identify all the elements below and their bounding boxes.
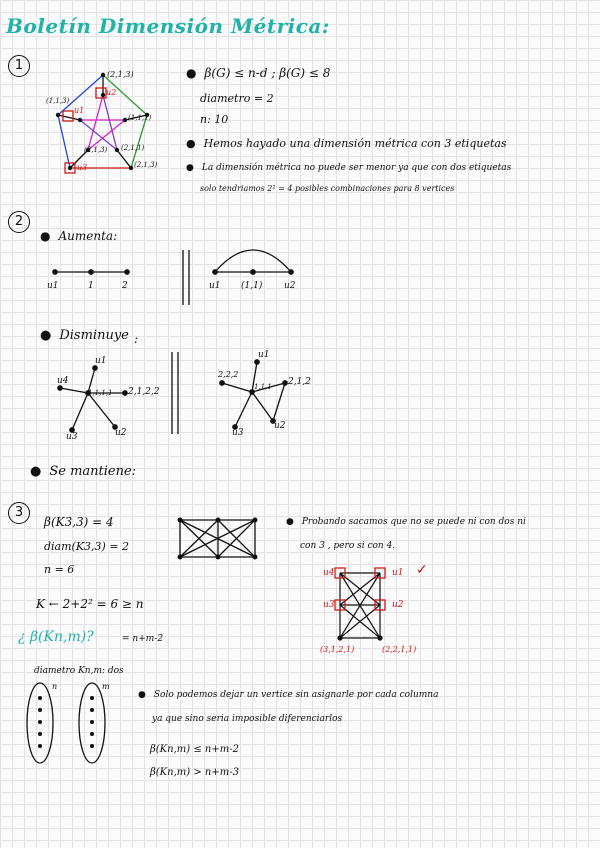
star2-right: 2,1,2 xyxy=(288,377,311,387)
ellipse-label-m: m xyxy=(102,682,110,691)
star2-u3: u3 xyxy=(232,428,244,438)
label-u2: u2 xyxy=(106,88,117,97)
s3-n: n = 6 xyxy=(44,563,75,576)
star2-u1: u1 xyxy=(258,350,270,360)
s3-formula-1: β(Kn,m) ≤ n+m-2 xyxy=(150,744,239,755)
s3-formula-2: β(Kn,m) > n+m-3 xyxy=(150,767,239,778)
edge-star-1 xyxy=(88,95,103,150)
page-title: Boletín Dimensión Métrica: xyxy=(6,14,330,38)
s3-k: K ← 2+2² = 6 ≥ n xyxy=(36,597,144,611)
vertex-inner-top xyxy=(101,93,105,97)
k-label-u2: u2 xyxy=(392,600,404,610)
star1-u3: u3 xyxy=(66,432,78,442)
path2-label-11: (1,1) xyxy=(241,281,263,291)
s3-solo-2: ya que sino seria imposible diferenciarlos xyxy=(152,714,343,724)
s1-bullet-menor: ● La dimensión métrica no puede ser menor ya que con dos etiquetas xyxy=(186,163,511,173)
s1-bullet-hayado: ● Hemos hayado una dimensión métrica con 3 etiquetas xyxy=(186,137,507,150)
s3-solo: ● Solo podemos dejar un vertice sin asignarle por cada columna xyxy=(138,690,438,700)
s1-bullet-beta: ● β(G) ≤ n-d ; β(G) ≤ 8 xyxy=(186,66,330,80)
vertex-bl xyxy=(68,166,72,170)
star1-u1: u1 xyxy=(95,356,107,366)
s3-diametro-knm: diametro Kn,m: dos xyxy=(34,666,124,676)
star2-tl: 2,2,2 xyxy=(218,370,239,379)
label-u3: u3 xyxy=(77,163,88,172)
s1-diametro: diametro = 2 xyxy=(200,92,274,105)
label-top-vertex: (2,1,3) xyxy=(107,70,134,79)
s3-probando-2: con 3 , pero si con 4. xyxy=(300,541,396,551)
s1-combinaciones: solo tendriamos 2² = 4 posibles combinaciones para 8 vertices xyxy=(200,184,455,193)
edge-outer-l xyxy=(58,115,70,168)
path-label-2: 2 xyxy=(122,281,128,291)
path-label-1: 1 xyxy=(88,281,94,291)
vertex-inner-br xyxy=(115,148,119,152)
path-label-u1: u1 xyxy=(47,281,59,291)
check-icon: ✓ xyxy=(416,562,428,578)
s1-n: n: 10 xyxy=(200,113,229,126)
s2-aumenta: ● Aumenta: xyxy=(40,229,117,243)
label-br-vertex: (2,1,3) xyxy=(134,161,158,169)
k-label-u4: u4 xyxy=(323,568,335,578)
k-label-br: (2,2,1,1) xyxy=(382,645,417,654)
k-label-bl: (3,1,2,1) xyxy=(320,645,355,654)
s3-question: ¿ β(Kn,m)? xyxy=(18,629,94,645)
star1-u4: u4 xyxy=(57,376,69,386)
vertex-left xyxy=(56,113,60,117)
star1-center: 1,1,1,1 xyxy=(88,389,113,397)
s3-question-answer: = n+m-2 xyxy=(122,634,164,644)
label-inner-l: (2,1,3) xyxy=(84,146,108,154)
star1-right: 2,1,2,2 xyxy=(128,387,160,397)
star2-center: 1,1,1 xyxy=(254,383,272,391)
s3-probando: ● Probando sacamos que no se puede ni con dos ni xyxy=(286,517,526,527)
k-label-u1: u1 xyxy=(392,568,404,578)
vertex-inner-left xyxy=(78,118,82,122)
star1-u2: u2 xyxy=(115,428,127,438)
s2-mantiene: ● Se mantiene: xyxy=(30,464,136,479)
edge-spoke-left xyxy=(58,115,80,120)
vertex-inner-right xyxy=(123,118,127,122)
star2-u2: u2 xyxy=(274,421,286,431)
s3-beta: β(K3,3) = 4 xyxy=(44,515,114,529)
k-label-u3: u3 xyxy=(323,600,335,610)
s2-disminuye: ● Disminuye xyxy=(40,328,129,343)
label-right-vertex: (1,1,1) xyxy=(128,114,152,122)
vertex-top xyxy=(101,73,105,77)
edge-spoke-br xyxy=(117,150,131,168)
label-left-vertex: (1,1,3) xyxy=(46,97,70,105)
label-u1: u1 xyxy=(74,106,85,115)
s2-disminuye-colon: : xyxy=(134,332,139,346)
edge-star-2 xyxy=(103,95,117,150)
section-number-2: 2 xyxy=(8,211,30,233)
path2-label-u1: u1 xyxy=(209,281,221,291)
ellipse-label-n: n xyxy=(52,682,58,691)
s3-diam: diam(K3,3) = 2 xyxy=(44,540,130,553)
path2-label-u2: u2 xyxy=(284,281,296,291)
section-number-1: 1 xyxy=(8,55,30,77)
vertex-br xyxy=(129,166,133,170)
label-inner-r: (2,1,1) xyxy=(121,144,145,152)
arc-edge xyxy=(215,250,291,272)
section-number-3: 3 xyxy=(8,502,30,524)
